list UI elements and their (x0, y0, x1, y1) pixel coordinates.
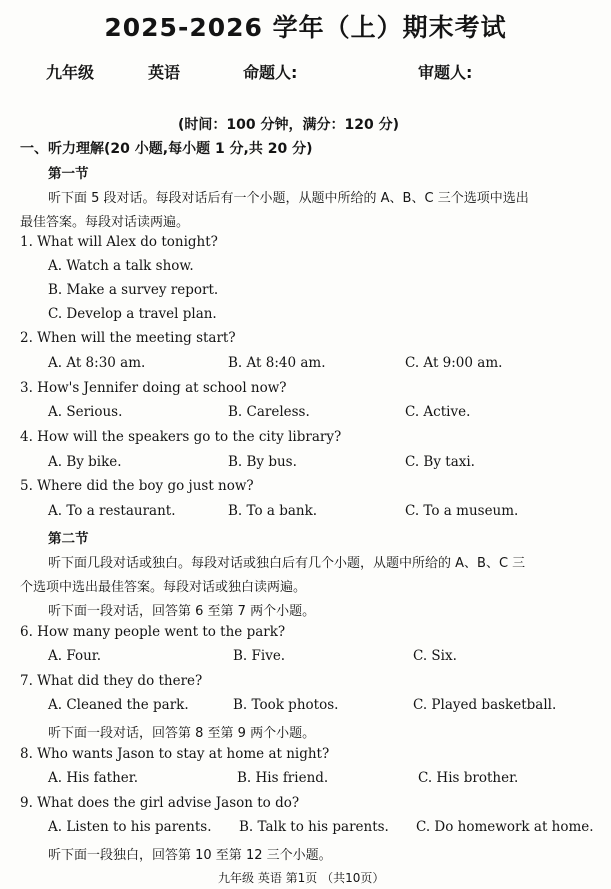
option-c[interactable]: C. Six. (413, 648, 457, 664)
option-a[interactable]: A. His father. (48, 770, 139, 786)
part2-title: 第二节 (48, 531, 89, 547)
option-c[interactable]: C. By taxi. (405, 454, 475, 470)
option-c[interactable]: C. Do homework at home. (416, 819, 594, 835)
option-b[interactable]: B. Five. (233, 648, 286, 664)
question-stem: 6. How many people went to the park? (20, 624, 286, 640)
grade-label: 九年级 (46, 63, 95, 82)
option-c[interactable]: C. To a museum. (405, 503, 519, 519)
question-stem: 2. When will the meeting start? (20, 330, 236, 346)
exam-title: 2025-2026 学年（上）期末考试 (104, 13, 507, 42)
option-a[interactable]: A. To a restaurant. (48, 503, 176, 519)
option-a[interactable]: A. Serious. (48, 404, 123, 420)
option-b[interactable]: B. Talk to his parents. (239, 819, 389, 835)
question-stem: 8. Who wants Jason to stay at home at night? (20, 746, 330, 762)
reviewer-label: 审题人: (418, 63, 473, 82)
listening-note: 听下面一段对话，回答第 6 至第 7 两个小题。 (48, 604, 316, 619)
part1-title: 第一节 (48, 166, 89, 182)
question-stem: 1. What will Alex do tonight? (20, 234, 218, 250)
option-a[interactable]: A. Four. (48, 648, 102, 664)
section-heading: 一、听力理解(20 小题,每小题 1 分,共 20 分) (20, 141, 313, 157)
subject-label: 英语 (148, 63, 181, 82)
question-stem: 5. Where did the boy go just now? (20, 478, 254, 494)
option-c[interactable]: C. Active. (405, 404, 471, 420)
question-stem: 7. What did they do there? (20, 673, 203, 689)
option-c[interactable]: C. At 9:00 am. (405, 355, 503, 371)
part2-instructions-line1: 听下面几段对话或独白。每段对话或独白后有几个小题，从题中所给的 A、B、C 三 (48, 556, 526, 571)
option-a[interactable]: A. Listen to his parents. (48, 819, 212, 835)
option-b[interactable]: B. To a bank. (228, 503, 318, 519)
option-b[interactable]: B. Took photos. (233, 697, 339, 713)
page-footer: 九年级 英语 第1页 （共10页） (218, 871, 385, 885)
option-c[interactable]: C. Develop a travel plan. (48, 306, 217, 322)
question-stem: 3. How's Jennifer doing at school now? (20, 380, 287, 396)
part2-instructions-line2: 个选项中选出最佳答案。每段对话或独白读两遍。 (20, 580, 307, 595)
part1-instructions-line1: 听下面 5 段对话。每段对话后有一个小题，从题中所给的 A、B、C 三个选项中选出 (48, 191, 529, 206)
option-c[interactable]: C. His brother. (418, 770, 519, 786)
option-b[interactable]: B. Make a survey report. (48, 282, 219, 298)
option-b[interactable]: B. Careless. (228, 404, 310, 420)
option-a[interactable]: A. Cleaned the park. (48, 697, 189, 713)
question-stem: 9. What does the girl advise Jason to do? (20, 795, 300, 811)
option-a[interactable]: A. At 8:30 am. (48, 355, 146, 371)
option-b[interactable]: B. His friend. (237, 770, 329, 786)
listening-note: 听下面一段独白，回答第 10 至第 12 三个小题。 (48, 848, 332, 863)
exam-info: (时间：100 分钟，满分：120 分) (178, 117, 399, 133)
listening-note: 听下面一段对话，回答第 8 至第 9 两个小题。 (48, 726, 316, 741)
option-b[interactable]: B. By bus. (228, 454, 297, 470)
question-stem: 4. How will the speakers go to the city library? (20, 429, 342, 445)
setter-label: 命题人: (243, 63, 298, 82)
option-b[interactable]: B. At 8:40 am. (228, 355, 326, 371)
option-c[interactable]: C. Played basketball. (413, 697, 557, 713)
option-a[interactable]: A. Watch a talk show. (48, 258, 194, 274)
option-a[interactable]: A. By bike. (48, 454, 122, 470)
part1-instructions-line2: 最佳答案。每段对话读两遍。 (20, 215, 190, 230)
